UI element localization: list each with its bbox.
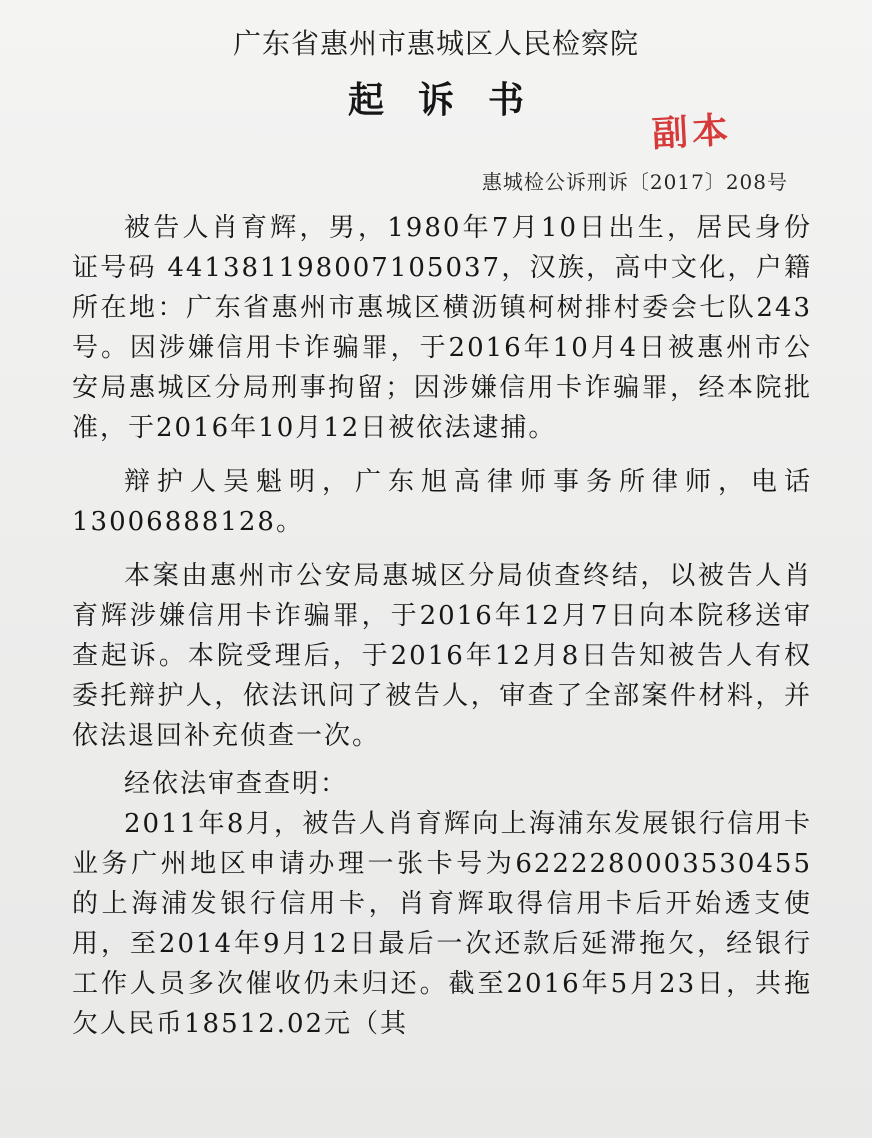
paragraph-defender: 辩护人吴魁明，广东旭高律师事务所律师，电话13006888128。 [72,467,812,537]
paragraph-case-transfer: 本案由惠州市公安局惠城区分局侦查终结，以被告人肖育辉涉嫌信用卡诈骗罪，于2016年12月7日向本院移送审查起诉。本院受理后，于2016年12月8日告知被告人有权委托辩护人，依法讯问了被告人，审查了全部案件材料，并依法退回补充侦查一次。 [72,561,812,751]
paragraph-defendant: 被告人肖育辉，男，1980年7月10日出生，居民身份证号码 441381198007105037，汉族，高中文化，户籍所在地：广东省惠州市惠城区横沥镇柯树排村委会七队243号。因涉嫌信用卡诈骗罪，于2016年10月4日被惠州市公安局惠城区分局刑事拘留；因涉嫌信用卡诈骗罪，经本院批准，于2016年10月12日被依法逮捕。 [72,213,812,443]
paragraph-facts: 2011年8月，被告人肖育辉向上海浦东发展银行信用卡业务广州地区申请办理一张卡号为6222280003530455的上海浦发银行信用卡，肖育辉取得信用卡后开始透支使用，至2014年9月12日最后一次还款后延滞拖欠，经银行工作人员多次催收仍未归还。截至2016年5月23日，共拖欠人民币18512.02元（其 [72,809,812,1039]
copy-stamp-text: 副本 [650,109,734,156]
document-number: 惠城检公诉刑诉〔2017〕208号 [481,170,788,194]
paragraph-findings-heading: 经依法审查查明： [124,769,349,799]
document-title: 起诉书 [347,79,558,121]
document-body [72,208,812,1044]
organization-header: 广东省惠州市惠城区人民检察院 [232,27,639,60]
copy-stamp [651,106,739,158]
